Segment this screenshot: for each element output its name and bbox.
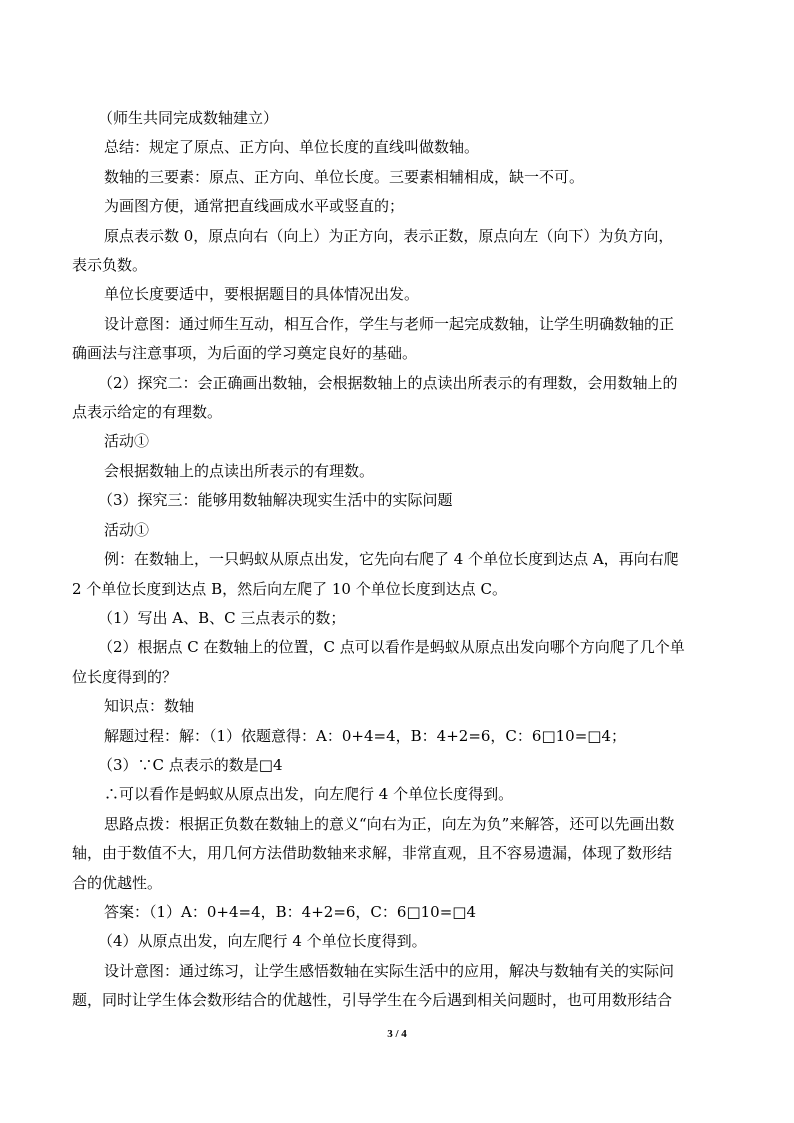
paragraph-line: 单位长度要适中，要根据题目的具体情况出发。 [104,285,420,304]
paragraph-line: 总结：规定了原点、正方向、单位长度的直线叫做数轴。 [104,138,480,157]
paragraph-line: 活动① [104,432,150,451]
document-body [72,104,722,1016]
paragraph-line: 会根据数轴上的点读出所表示的有理数。 [104,461,375,480]
paragraph-line: （3）探究三：能够用数轴解决现实生活中的实际问题 [98,491,453,510]
paragraph-line: 思路点拨：根据正负数在数轴上的意义“向右为正，向左为负”来解答，还可以先画出数 [104,814,675,833]
paragraph-line: （师生共同完成数轴建立） [98,109,279,127]
paragraph-line: 解题过程：解：（1）依题意得：A：0+4=4，B：4+2=6，C：6□10=□4； [104,726,626,745]
paragraph-line: 点表示给定的有理数。 [72,403,223,422]
paragraph-line: 2 个单位长度到达点 B，然后向左爬了 10 个单位长度到达点 C。 [72,579,507,598]
paragraph-line: 设计意图：通过师生互动，相互合作，学生与老师一起完成数轴，让学生明确数轴的正 [104,314,675,333]
paragraph-line: 表示负数。 [72,256,148,275]
paragraph-line: 位长度得到的？ [72,667,178,686]
paragraph-line: （1）写出 A、B、C 三点表示的数； [98,608,346,627]
paragraph-line: 例：在数轴上，一只蚂蚁从原点出发，它先向右爬了 4 个单位长度到达点 A，再向右爬 [104,550,679,569]
paragraph-line: （2）探究二：会正确画出数轴，会根据数轴上的点读出所表示的有理数，会用数轴上的 [98,373,678,392]
paragraph-line: （3）∵C 点表示的数是□4 [98,755,283,774]
paragraph-line: （2）根据点 C 在数轴上的位置，C 点可以看作是蚂蚁从原点出发向哪个方向爬了几个单 [98,638,685,657]
paragraph-line: 数轴的三要素：原点、正方向、单位长度。三要素相辅相成，缺一不可。 [104,167,585,186]
paragraph-line: 设计意图：通过练习，让学生感悟数轴在实际生活中的应用，解决与数轴有关的实际问 [104,961,675,980]
paragraph-line: 合的优越性。 [72,873,163,892]
paragraph-line: 题，同时让学生体会数形结合的优越性，引导学生在今后遇到相关问题时，也可用数形结合 [72,991,673,1010]
paragraph-line: 轴，由于数值不大，用几何方法借助数轴来求解，非常直观，且不容易遗漏，体现了数形结 [72,844,673,863]
paragraph-line: 知识点：数轴 [104,697,195,716]
page-number: 3 / 4 [387,1028,407,1040]
paragraph-line: ∴可以看作是蚂蚁从原点出发，向左爬行 4 个单位长度得到。 [104,785,514,804]
paragraph-line: 活动① [104,520,150,539]
paragraph-line: 答案：（1）A：0+4=4，B：4+2=6，C：6□10=□4 [104,902,476,921]
paragraph-line: （4）从原点出发，向左爬行 4 个单位长度得到。 [98,932,427,951]
paragraph-line: 为画图方便，通常把直线画成水平或竖直的； [104,197,405,216]
paragraph-line: 原点表示数 0，原点向右（向上）为正方向，表示正数，原点向左（向下）为负方向， [104,226,674,245]
paragraph-line: 确画法与注意事项，为后面的学习奠定良好的基础。 [72,344,418,363]
